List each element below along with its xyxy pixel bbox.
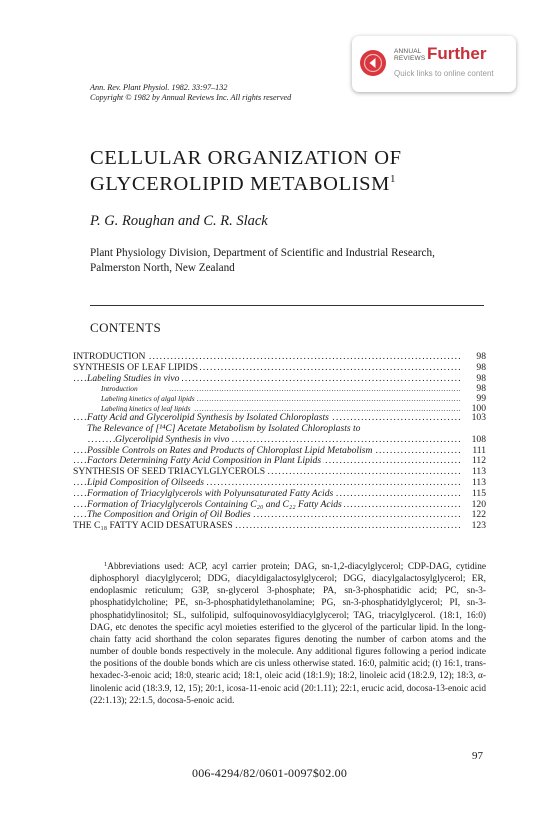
table-of-contents	[73, 352, 486, 532]
toc-entry-labeling-studies[interactable]: . . . Labeling Studies in vivo 98	[73, 374, 486, 385]
toc-entry-synthesis-leaf-lipids[interactable]: . . . SYNTHESIS OF LEAF LIPIDS 98	[73, 363, 486, 374]
toc-page-number: 115	[471, 487, 486, 499]
author-affiliation-line1: Plant Physiology Division, Department of Scientific and Industrial Research,	[90, 247, 435, 259]
toc-entry-leaf-lipids-kinetics[interactable]: . . . Labeling kinetics of leaf lipids 100	[73, 404, 486, 414]
toc-entry-oilseeds[interactable]: . . . Lipid Composition of Oilseeds 113	[73, 478, 486, 489]
toc-page-number: 98	[476, 383, 486, 395]
toc-entry-introduction-sub[interactable]: . . . Introduction 98	[73, 384, 486, 394]
toc-entry-c20-c22[interactable]: . . . Formation of Triacylglycerols Containing C₂₀ and C₂₂ Fatty Acids 120	[73, 500, 486, 511]
toc-page-number: 122	[471, 509, 486, 521]
badge-reviews-text: REVIEWS	[394, 55, 426, 62]
toc-entry-line1: The Relevance of [¹⁴C] Acetate Metabolism by Isolated Chloroplasts to	[87, 422, 361, 434]
footnote-marker: 1	[104, 561, 108, 568]
toc-page-number: 113	[471, 476, 486, 488]
abbreviations-footnote	[90, 559, 486, 707]
toc-entry-polyunsaturated[interactable]: . . . Formation of Triacylglycerols with Polyunsaturated Fatty Acids 115	[73, 489, 486, 500]
article-title-line2	[90, 174, 396, 195]
toc-page-number: 108	[471, 433, 486, 445]
toc-entry-possible-controls[interactable]: . . . Possible Controls on Rates and Products of Chloroplast Lipid Metabolism 111	[73, 446, 486, 457]
article-code: 006-4294/82/0601-0097$02.00	[192, 766, 348, 780]
toc-page-number: 100	[471, 402, 486, 414]
badge-brand-further: Further	[427, 44, 487, 63]
toc-entry-line2: . . . Glycerolipid Synthesis in vivo 108	[87, 435, 486, 446]
copyright-line: Copyright © 1982 by Annual Reviews Inc. All rights reserved	[90, 93, 292, 102]
toc-entry-seed-triacylglycerols[interactable]: . . . SYNTHESIS OF SEED TRIACYLGLYCEROLS 113	[73, 467, 486, 478]
article-authors: P. G. Roughan and C. R. Slack	[90, 213, 268, 229]
badge-tagline: Quick links to online content	[394, 69, 494, 78]
article-title-line1: CELLULAR ORGANIZATION OF	[90, 147, 402, 169]
toc-entry-desaturases[interactable]: . . . THE C₁₈ FATTY ACID DESATURASES 123	[73, 521, 486, 532]
title-footnote-marker[interactable]: 1	[389, 173, 397, 185]
author-affiliation-line2: Palmerston North, New Zealand	[90, 262, 235, 274]
toc-entry-oil-bodies[interactable]: . . . The Composition and Origin of Oil Bodies 122	[73, 510, 486, 521]
footnote-text: Abbreviations used: ACP, acyl carrier protein; DAG, sn-1,2-diacylglycerol; CDP-DAG, cytidine diphosphoryl diacylglycerol; DDG, diacyldigalactosylglycerol; DGG, diacylgalactosylglycerol; ER, endoplasmic reticulum; G3P, sn-glycerol 3-phosphate; PA, sn-3-phosphatidic acid; PC, sn-3-phosphatidylcholine; PE, sn-3-phosphatidylethanolamine; PG, sn-3-phosphatidylglycerol; PI, sn-3-phosphatidylinositol; SL, sulfolipid, sulfoquinovosyldiacylglycerol; TAG, triacylglycerol. (18:1, 16:0) DAG, etc denotes the specific acyl moieties esterified to the glycerol of the particular lipid. In the long-chain fatty acid shorthand the colon separates figures denoting the number of carbon atoms and the number of double bonds respectively in the molecule. Any additional figures following a period indicate the positions of the double bonds which are cis unless otherwise stated. 16:0, palmitic acid; (t) 16:1, trans-hexadec-3-enoic acid; 18:0, stearic acid; 18:1, oleic acid (18:1.9); 18:2, linoleic acid (18:2.9, 12); 18:3, α-linolenic acid (18:3.9, 12, 15); 20:1, icosa-11-enoic acid (20:1.11); 22:1, erucic acid, docosa-13-enoic acid (22:1.13); 22:1.5, docosa-5-enoic acid.	[90, 562, 486, 706]
arrow-left-icon	[360, 50, 386, 76]
badge-annual-text: ANNUAL	[394, 48, 422, 55]
toc-entry-factors-composition[interactable]: . . . Factors Determining Fatty Acid Composition in Plant Lipids 112	[73, 456, 486, 467]
toc-entry-fatty-acid-chloroplasts[interactable]: . . . Fatty Acid and Glycerolipid Synthesis by Isolated Chloroplasts 103	[73, 413, 486, 424]
toc-entry-acetate-relevance[interactable]	[73, 424, 486, 446]
toc-page-number: 120	[471, 498, 486, 510]
toc-page-number: 98	[476, 361, 486, 373]
page-number: 97	[472, 750, 483, 762]
contents-heading: CONTENTS	[90, 320, 162, 335]
toc-page-number: 103	[471, 412, 486, 424]
toc-page-number: 123	[471, 520, 486, 532]
toc-page-number: 98	[476, 372, 486, 384]
toc-page-number: 99	[476, 392, 486, 404]
annual-reviews-further-badge[interactable]	[352, 36, 516, 92]
toc-entry-introduction[interactable]: . . . INTRODUCTION 98	[73, 352, 486, 363]
toc-entry-algal-lipids[interactable]: . . . Labeling kinetics of algal lipids 99	[73, 394, 486, 404]
toc-page-number: 112	[471, 455, 486, 467]
toc-page-number: 111	[472, 444, 486, 456]
toc-page-number: 113	[471, 466, 486, 478]
journal-citation: Ann. Rev. Plant Physiol. 1982. 33:97–132	[90, 83, 228, 92]
article-title-line2-text: GLYCEROLIPID METABOLISM	[90, 173, 390, 195]
toc-page-number: 98	[476, 351, 486, 362]
section-divider	[90, 305, 484, 306]
